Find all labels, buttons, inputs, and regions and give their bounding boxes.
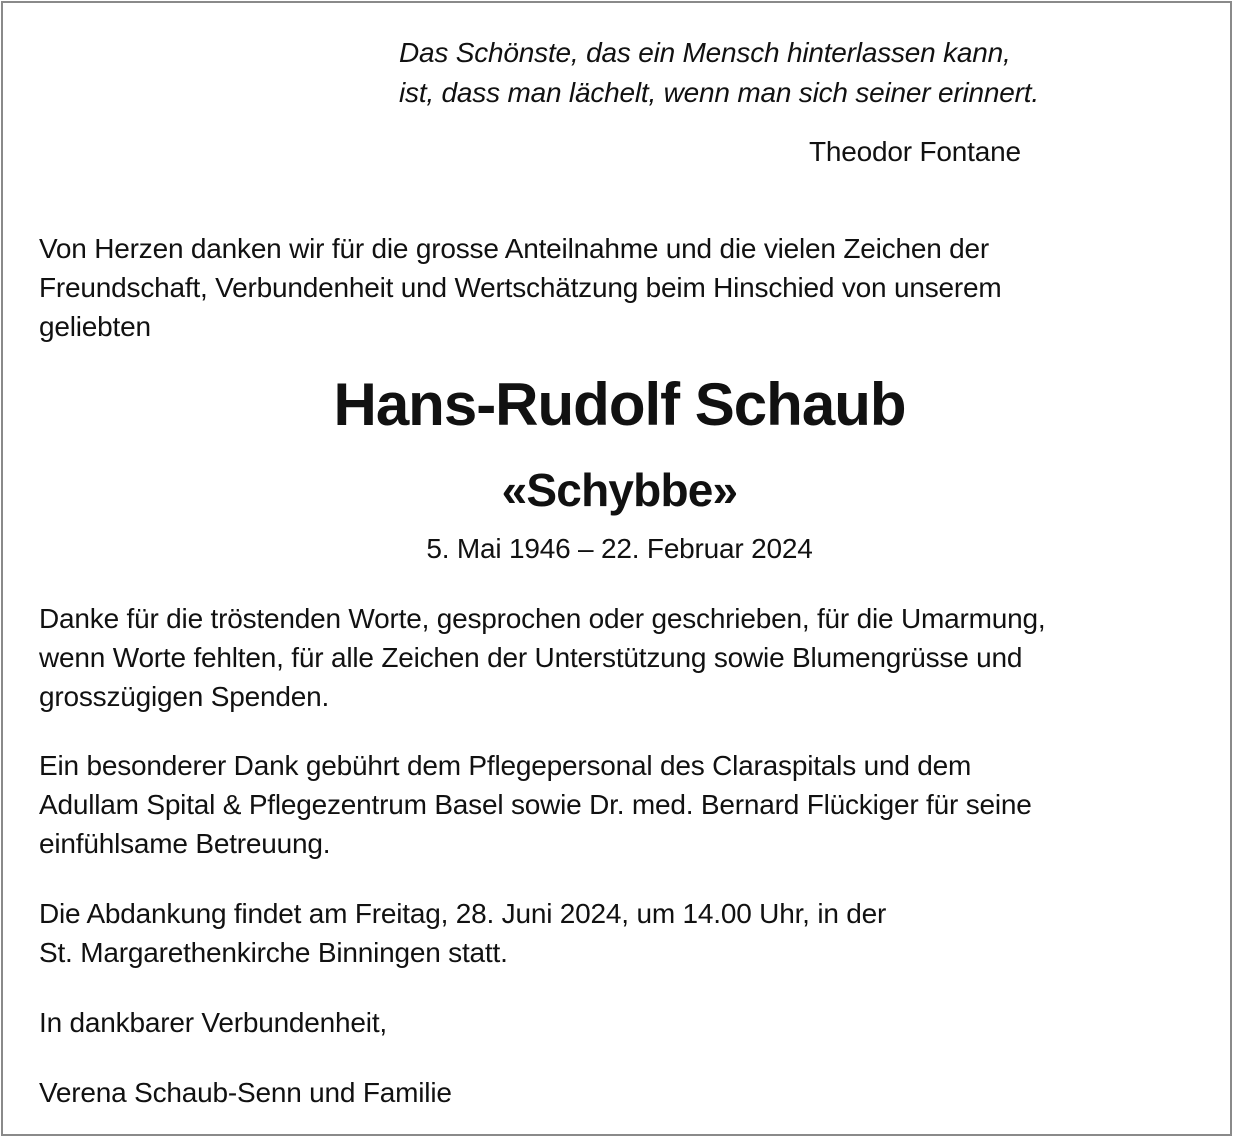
paragraph-line: wenn Worte fehlten, für alle Zeichen der Unterstützung sowie Blumengrüsse und [39,642,1023,673]
paragraph-line: grosszügigen Spenden. [39,681,330,712]
special-thanks-paragraph [39,746,1032,863]
paragraph-line: Von Herzen danken wir für die grosse Anteilnahme und die vielen Zeichen der [39,233,990,264]
paragraph-line: Adullam Spital & Pflegezentrum Basel sowie Dr. med. Bernard Flückiger für seine [39,789,1032,820]
deceased-name: Hans-Rudolf Schaub [333,371,906,438]
deceased-nickname: «Schybbe» [501,464,738,516]
obituary-notice [1,1,1232,1136]
intro-paragraph [39,229,1002,346]
paragraph-line: Die Abdankung findet am Freitag, 28. Juni 2024, um 14.00 Uhr, in der [39,898,887,929]
signature-text: Verena Schaub-Senn und Familie [39,1077,452,1108]
paragraph-line: St. Margarethenkirche Binningen statt. [39,937,508,968]
service-paragraph [39,894,886,972]
thanks-paragraph [39,599,1045,716]
life-dates: 5. Mai 1946 – 22. Februar 2024 [426,533,813,564]
quote-author: Theodor Fontane [809,136,1021,167]
paragraph-line: einfühlsame Betreuung. [39,828,331,859]
paragraph-line: Ein besonderer Dank gebührt dem Pflegepersonal des Claraspitals und dem [39,750,972,781]
closing-text: In dankbarer Verbundenheit, [39,1007,387,1038]
closing-line [39,1003,387,1042]
paragraph-line: Freundschaft, Verbundenheit und Wertschätzung beim Hinschied von unserem [39,272,1002,303]
paragraph-line: Danke für die tröstenden Worte, gesprochen oder geschrieben, für die Umarmung, [39,603,1046,634]
paragraph-line: geliebten [39,311,151,342]
signature [39,1073,452,1112]
quote [399,33,1039,113]
quote-line: ist, dass man lächelt, wenn man sich seiner erinnert. [399,77,1039,108]
quote-line: Das Schönste, das ein Mensch hinterlassen kann, [399,37,1011,68]
